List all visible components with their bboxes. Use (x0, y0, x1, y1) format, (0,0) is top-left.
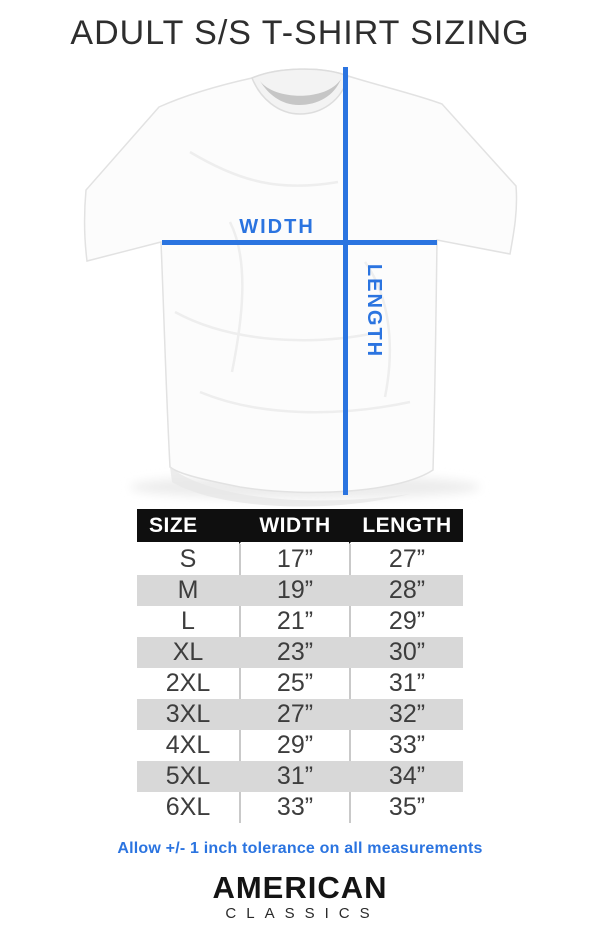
size-cell: 4XL (165, 731, 211, 759)
header-size: SIZE (137, 509, 239, 544)
table-row (137, 761, 463, 792)
size-cell: M (177, 576, 199, 604)
length-cell: 28” (349, 575, 463, 606)
size-cell: 6XL (165, 793, 211, 821)
size-cell: 2XL (165, 669, 211, 697)
table-row (137, 730, 463, 761)
length-label: LENGTH (363, 263, 385, 359)
tolerance-note: Allow +/- 1 inch tolerance on all measurements (117, 840, 483, 857)
table-row (137, 792, 463, 823)
length-cell: 27” (349, 544, 463, 575)
table-row (137, 606, 463, 637)
length-cell: 32” (349, 699, 463, 730)
header-width: WIDTH (239, 509, 349, 544)
brand-logo-line2: CLASSICS (225, 905, 380, 922)
width-cell: 29” (239, 730, 349, 761)
shirt-body (85, 69, 517, 492)
table-row (137, 699, 463, 730)
width-cell: 21” (239, 606, 349, 637)
length-cell: 34” (349, 761, 463, 792)
brand-logo (0, 870, 600, 922)
width-cell: 17” (239, 544, 349, 575)
size-table (137, 509, 463, 823)
brand-logo-line1: AMERICAN (212, 870, 388, 905)
size-table-header (137, 509, 463, 544)
width-label: WIDTH (239, 216, 315, 238)
width-measure-line (162, 240, 437, 245)
table-row (137, 637, 463, 668)
width-cell: 19” (239, 575, 349, 606)
width-cell: 27” (239, 699, 349, 730)
width-cell: 23” (239, 637, 349, 668)
length-cell: 31” (349, 668, 463, 699)
tshirt-measurement-diagram (80, 62, 520, 507)
length-cell: 33” (349, 730, 463, 761)
table-row (137, 668, 463, 699)
size-cell: XL (172, 638, 204, 666)
page-title: ADULT S/S T-SHIRT SIZING (70, 14, 530, 52)
size-cell: L (181, 607, 195, 635)
length-cell: 35” (349, 792, 463, 823)
length-cell: 30” (349, 637, 463, 668)
length-measure-line (343, 67, 348, 495)
header-length: LENGTH (349, 509, 463, 544)
table-row (137, 575, 463, 606)
width-cell: 31” (239, 761, 349, 792)
width-cell: 25” (239, 668, 349, 699)
table-row (137, 544, 463, 575)
tshirt-image (80, 62, 520, 507)
size-cell: S (179, 545, 197, 573)
width-cell: 33” (239, 792, 349, 823)
size-cell: 3XL (165, 700, 211, 728)
size-cell: 5XL (165, 762, 211, 790)
length-cell: 29” (349, 606, 463, 637)
